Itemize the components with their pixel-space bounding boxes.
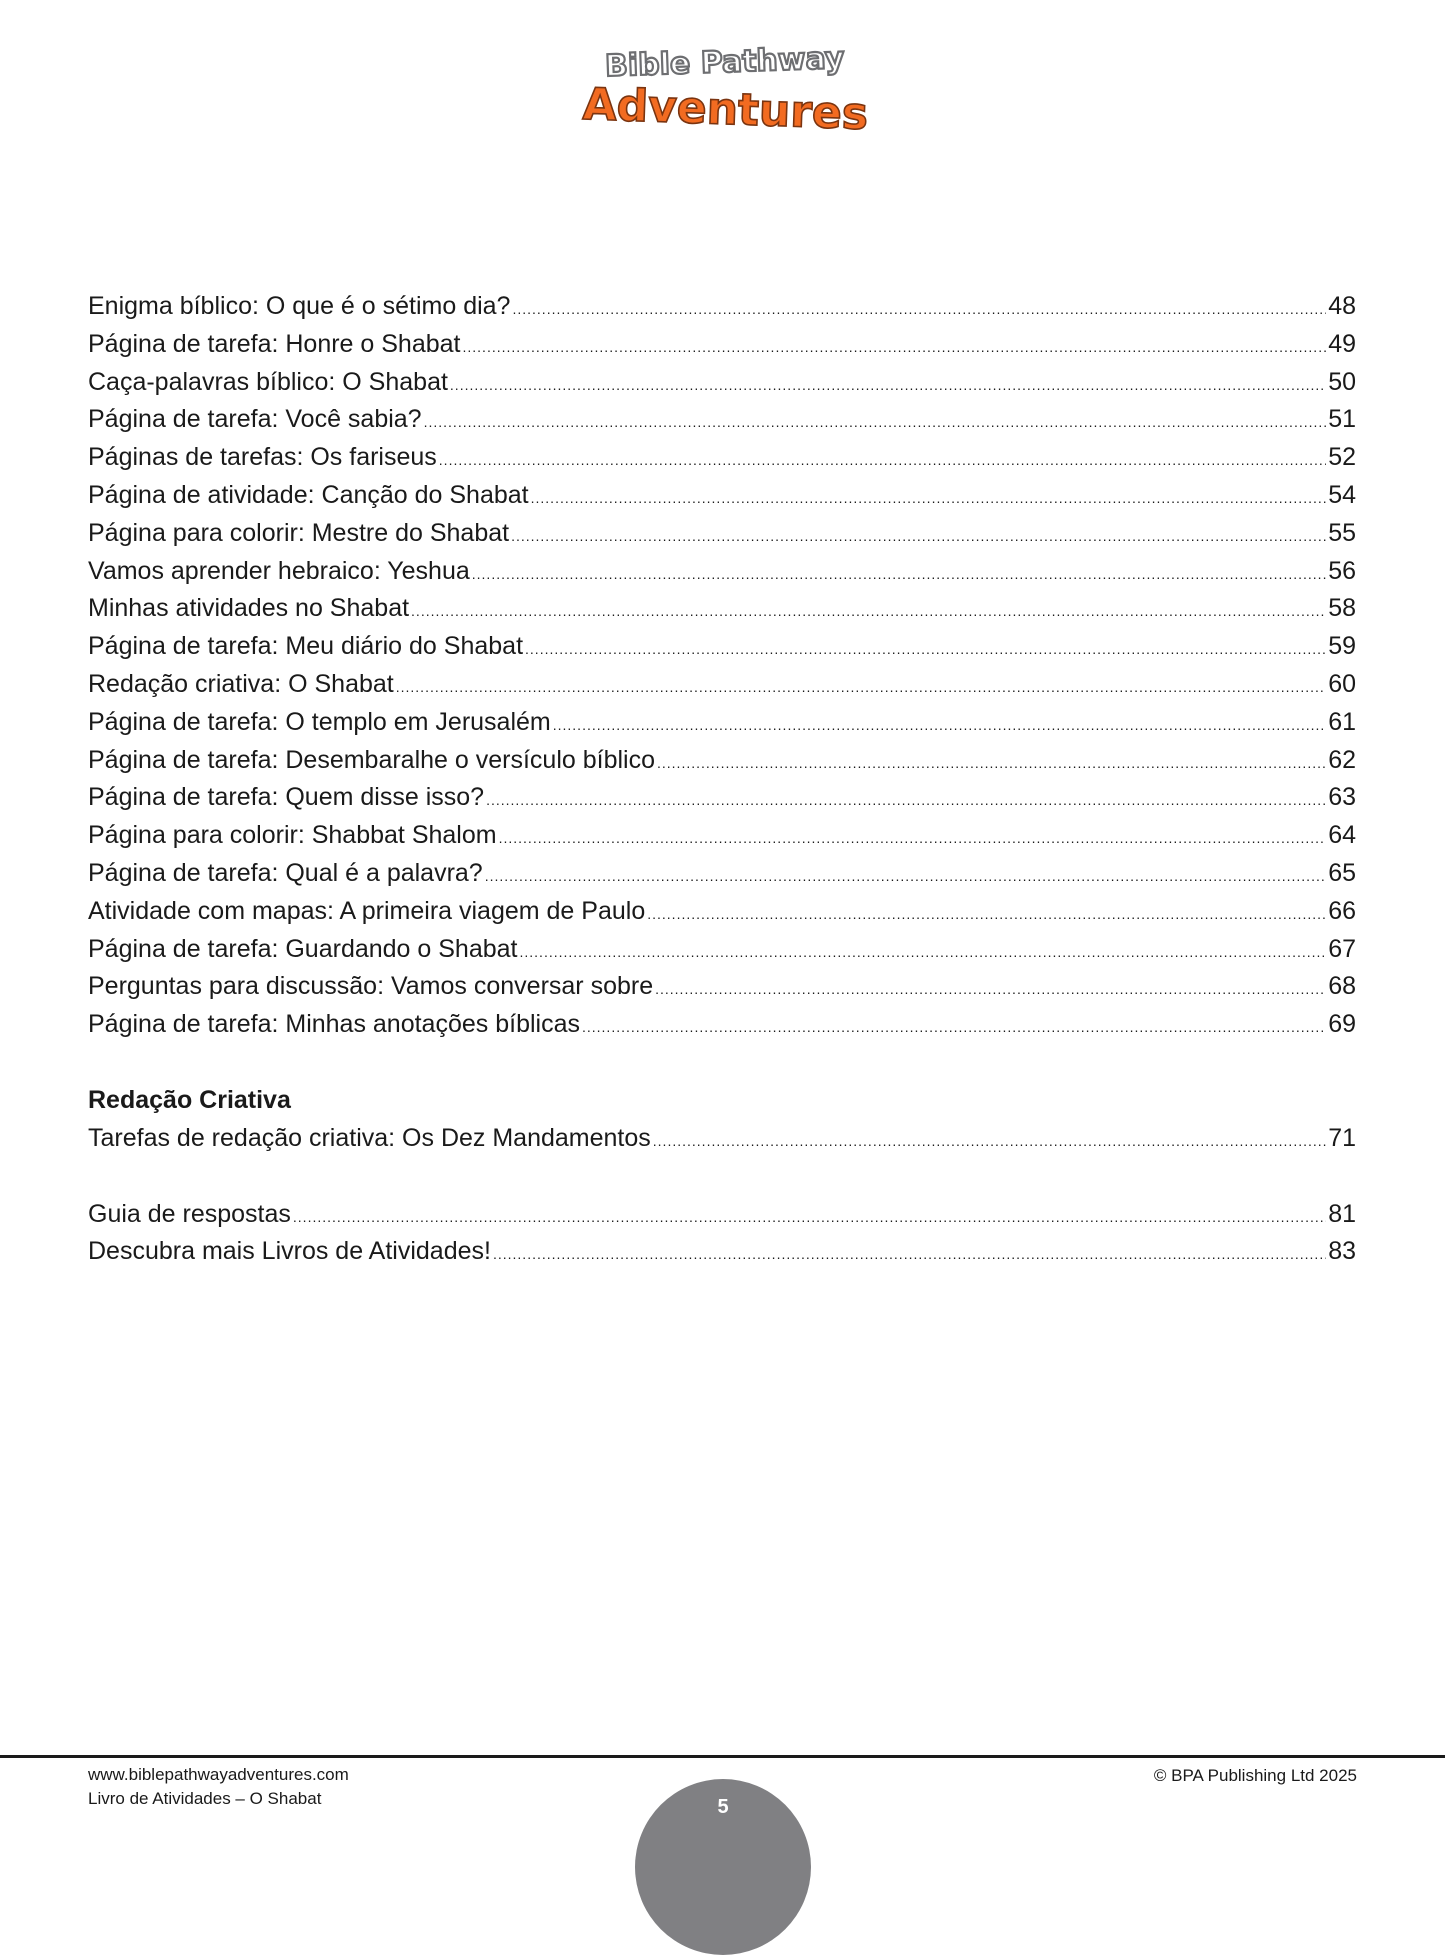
toc-entry-page: 54 xyxy=(1328,480,1356,509)
toc-entry-page: 81 xyxy=(1328,1199,1356,1228)
toc-entry-title: Páginas de tarefas: Os fariseus xyxy=(88,443,437,472)
table-of-contents xyxy=(88,288,1356,1271)
toc-entry[interactable] xyxy=(88,779,1356,817)
bible-pathway-adventures-logo xyxy=(575,30,875,140)
toc-dot-leader xyxy=(653,1123,1326,1161)
toc-entry-title: Redação criativa: O Shabat xyxy=(88,669,394,698)
toc-entry-title: Página de tarefa: Guardando o Shabat xyxy=(88,934,518,963)
toc-dot-leader xyxy=(424,404,1327,442)
toc-entry[interactable] xyxy=(88,1120,1356,1158)
toc-entry[interactable] xyxy=(88,553,1356,591)
footer-book-title: Livro de Atividades – O Shabat xyxy=(88,1789,322,1808)
toc-dot-leader xyxy=(655,971,1326,1009)
toc-dot-leader xyxy=(511,518,1326,556)
toc-entry[interactable] xyxy=(88,628,1356,666)
toc-dot-leader xyxy=(553,707,1326,745)
toc-entry-title: Descubra mais Livros de Atividades! xyxy=(88,1237,491,1266)
toc-entry-title: Enigma bíblico: O que é o sétimo dia? xyxy=(88,292,511,320)
toc-dot-leader xyxy=(647,896,1326,934)
section-heading: Redação Criativa xyxy=(88,1085,291,1114)
footer-left xyxy=(88,1763,349,1811)
toc-entry[interactable] xyxy=(88,968,1356,1006)
toc-entry-page: 59 xyxy=(1328,632,1356,661)
toc-entry[interactable] xyxy=(88,326,1356,364)
toc-dot-leader xyxy=(486,782,1326,820)
toc-entry-page: 52 xyxy=(1328,443,1356,472)
toc-entry-title: Página para colorir: Mestre do Shabat xyxy=(88,518,510,547)
toc-entry-title: Página de tarefa: Quem disse isso? xyxy=(88,783,485,812)
toc-entry-title: Página de tarefa: Você sabia? xyxy=(88,405,422,434)
toc-entry-page: 56 xyxy=(1328,556,1356,585)
toc-entry-page: 66 xyxy=(1328,896,1356,925)
toc-entry-title: Página de tarefa: Meu diário do Shabat xyxy=(88,632,524,661)
toc-entry-title: Página de tarefa: O templo em Jerusalém xyxy=(88,707,551,736)
toc-entry-page: 50 xyxy=(1328,367,1356,396)
toc-entry-title: Tarefas de redação criativa: Os Dez Mandamentos xyxy=(88,1123,651,1152)
page-number: 5 xyxy=(717,1796,729,1818)
toc-entry[interactable] xyxy=(88,1233,1356,1271)
toc-entry[interactable] xyxy=(88,893,1356,931)
toc-entry-title: Caça-palavras bíblico: O Shabat xyxy=(88,367,448,396)
toc-entry-page: 61 xyxy=(1328,707,1356,736)
toc-dot-leader xyxy=(520,934,1327,972)
toc-entry[interactable] xyxy=(88,704,1356,742)
toc-entry-title: Página de tarefa: Minhas anotações bíblicas xyxy=(88,1010,580,1039)
toc-entry-title: Minhas atividades no Shabat xyxy=(88,594,410,623)
logo-line1: Bible Pathway xyxy=(604,40,845,85)
toc-entry-title: Página para colorir: Shabbat Shalom xyxy=(88,821,497,850)
toc-entry-page: 68 xyxy=(1328,972,1356,1001)
toc-dot-leader xyxy=(512,291,1326,329)
toc-dot-leader xyxy=(499,820,1327,858)
toc-dot-leader xyxy=(411,593,1326,631)
toc-entry-page: 55 xyxy=(1328,518,1356,547)
toc-entry-page: 65 xyxy=(1328,858,1356,887)
toc-entry[interactable] xyxy=(88,817,1356,855)
toc-entry-page: 58 xyxy=(1328,594,1356,623)
toc-entry-title: Página de atividade: Canção do Shabat xyxy=(88,480,529,509)
toc-dot-leader xyxy=(463,329,1327,367)
toc-entry[interactable] xyxy=(88,742,1356,780)
footer-divider xyxy=(0,1755,1445,1758)
toc-entry[interactable] xyxy=(88,401,1356,439)
toc-dot-leader xyxy=(582,1009,1326,1047)
toc-entry-page: 60 xyxy=(1328,669,1356,698)
toc-dot-leader xyxy=(439,442,1326,480)
toc-dot-leader xyxy=(493,1236,1326,1274)
toc-entry[interactable] xyxy=(88,364,1356,402)
toc-dot-leader xyxy=(472,556,1326,594)
toc-entry[interactable] xyxy=(88,666,1356,704)
toc-entry[interactable] xyxy=(88,515,1356,553)
toc-entry-page: 67 xyxy=(1328,934,1356,963)
toc-dot-leader xyxy=(396,669,1326,707)
toc-entry-page: 71 xyxy=(1328,1123,1356,1152)
toc-entry-title: Atividade com mapas: A primeira viagem de Paulo xyxy=(88,896,646,925)
toc-entry[interactable] xyxy=(88,439,1356,477)
toc-entry-page: 62 xyxy=(1328,745,1356,774)
footer-website[interactable]: www.biblepathwayadventures.com xyxy=(88,1765,349,1784)
toc-entry-title: Página de tarefa: Qual é a palavra? xyxy=(88,858,483,887)
toc-entry[interactable] xyxy=(88,590,1356,628)
toc-entry-page: 69 xyxy=(1328,1010,1356,1039)
toc-entry[interactable] xyxy=(88,288,1356,326)
toc-entry-title: Vamos aprender hebraico: Yeshua xyxy=(88,556,470,585)
toc-dot-leader xyxy=(450,367,1326,405)
toc-entry-title: Guia de respostas xyxy=(88,1199,291,1228)
toc-entry-page: 51 xyxy=(1328,405,1356,434)
footer-copyright: © BPA Publishing Ltd 2025 xyxy=(1153,1766,1357,1785)
toc-entry-page: 64 xyxy=(1328,821,1356,850)
toc-entry[interactable] xyxy=(88,931,1356,969)
toc-entry-page: 48 xyxy=(1328,292,1356,320)
toc-entry-title: Página de tarefa: Honre o Shabat xyxy=(88,329,461,358)
toc-entry[interactable] xyxy=(88,477,1356,515)
toc-dot-leader xyxy=(485,858,1326,896)
toc-entry[interactable] xyxy=(88,1196,1356,1234)
toc-entry-title: Página de tarefa: Desembaralhe o versículo bíblico xyxy=(88,745,655,774)
toc-entry[interactable] xyxy=(88,855,1356,893)
toc-entry-page: 49 xyxy=(1328,329,1356,358)
toc-dot-leader xyxy=(531,480,1327,518)
toc-entry-page: 63 xyxy=(1328,783,1356,812)
toc-entry-page: 83 xyxy=(1328,1237,1356,1266)
toc-entry-title: Perguntas para discussão: Vamos conversar sobre xyxy=(88,972,654,1001)
toc-dot-leader xyxy=(525,631,1326,669)
toc-dot-leader xyxy=(293,1199,1326,1237)
toc-dot-leader xyxy=(657,745,1326,783)
toc-entry[interactable] xyxy=(88,1006,1356,1044)
logo-line2: Adventures xyxy=(581,79,869,140)
